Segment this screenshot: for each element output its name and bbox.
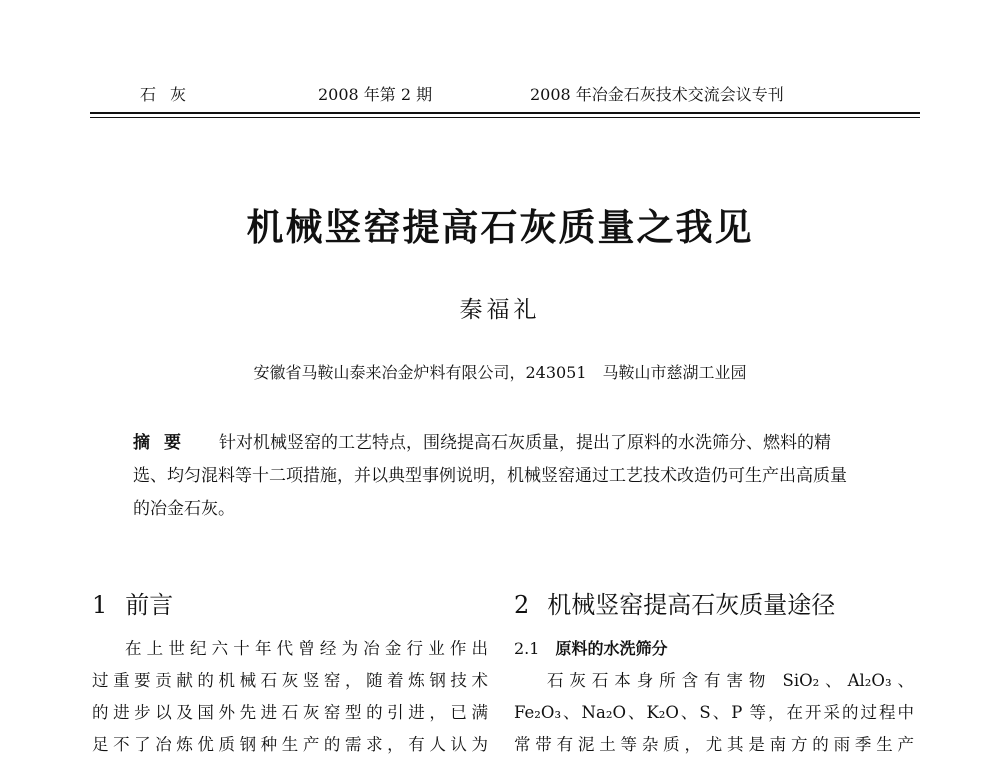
article-title: 机械竖窑提高石灰质量之我见 bbox=[246, 205, 754, 249]
header-issue: 2008 年第 2 期 bbox=[318, 85, 433, 104]
section-2-heading bbox=[514, 585, 914, 619]
section-1-heading bbox=[92, 585, 488, 619]
section-1-number: 1 bbox=[92, 591, 108, 619]
text-line: 石灰石本身所含有害物 SiO₂、Al₂O₃、 bbox=[547, 671, 914, 690]
abstract-label: 摘要 bbox=[133, 433, 195, 453]
text-line: 的进步以及国外先进石灰窑型的引进，已满 bbox=[92, 703, 488, 722]
abstract-block bbox=[133, 427, 853, 526]
left-column bbox=[92, 585, 488, 761]
section-2-paragraph bbox=[514, 665, 914, 761]
header-rule-thick bbox=[90, 112, 920, 114]
subsection-2-1-heading bbox=[514, 633, 914, 665]
header-rule-thin bbox=[90, 117, 920, 118]
text-line: 足不了冶炼优质钢种生产的需求，有人认为 bbox=[92, 735, 488, 754]
text-line: 过重要贡献的机械石灰竖窑，随着炼钢技术 bbox=[92, 671, 488, 690]
running-header bbox=[90, 82, 920, 108]
text-line: 常带有泥土等杂质，尤其是南方的雨季生产 bbox=[514, 735, 914, 754]
subsection-title: 原料的水洗筛分 bbox=[555, 639, 668, 658]
text-line: Fe₂O₃、Na₂O、K₂O、S、P 等，在开采的过程中 bbox=[514, 703, 914, 722]
article-author: 秦福礼 bbox=[459, 297, 541, 323]
header-journal-name: 石灰 bbox=[140, 85, 201, 104]
section-2-number: 2 bbox=[514, 591, 530, 619]
right-column bbox=[514, 585, 914, 761]
section-1-title: 前言 bbox=[125, 591, 174, 619]
header-special-issue: 2008 年冶金石灰技术交流会议专刊 bbox=[530, 85, 784, 104]
subsection-number: 2.1 bbox=[514, 639, 540, 658]
text-line: 在上世纪六十年代曾经为冶金行业作出 bbox=[125, 639, 488, 658]
section-1-paragraph bbox=[92, 633, 488, 761]
abstract-text: 针对机械竖窑的工艺特点，围绕提高石灰质量，提出了原料的水洗筛分、燃料的精选、均匀混料等十二项措施，并以典型事例说明，机械竖窑通过工艺技术改造仍可生产出高质量的冶金石灰。 bbox=[133, 433, 847, 519]
author-affiliation: 安徽省马鞍山泰来冶金炉料有限公司，243051 马鞍山市慈湖工业园 bbox=[253, 363, 747, 382]
section-2-title: 机械竖窑提高石灰质量途径 bbox=[547, 591, 836, 619]
